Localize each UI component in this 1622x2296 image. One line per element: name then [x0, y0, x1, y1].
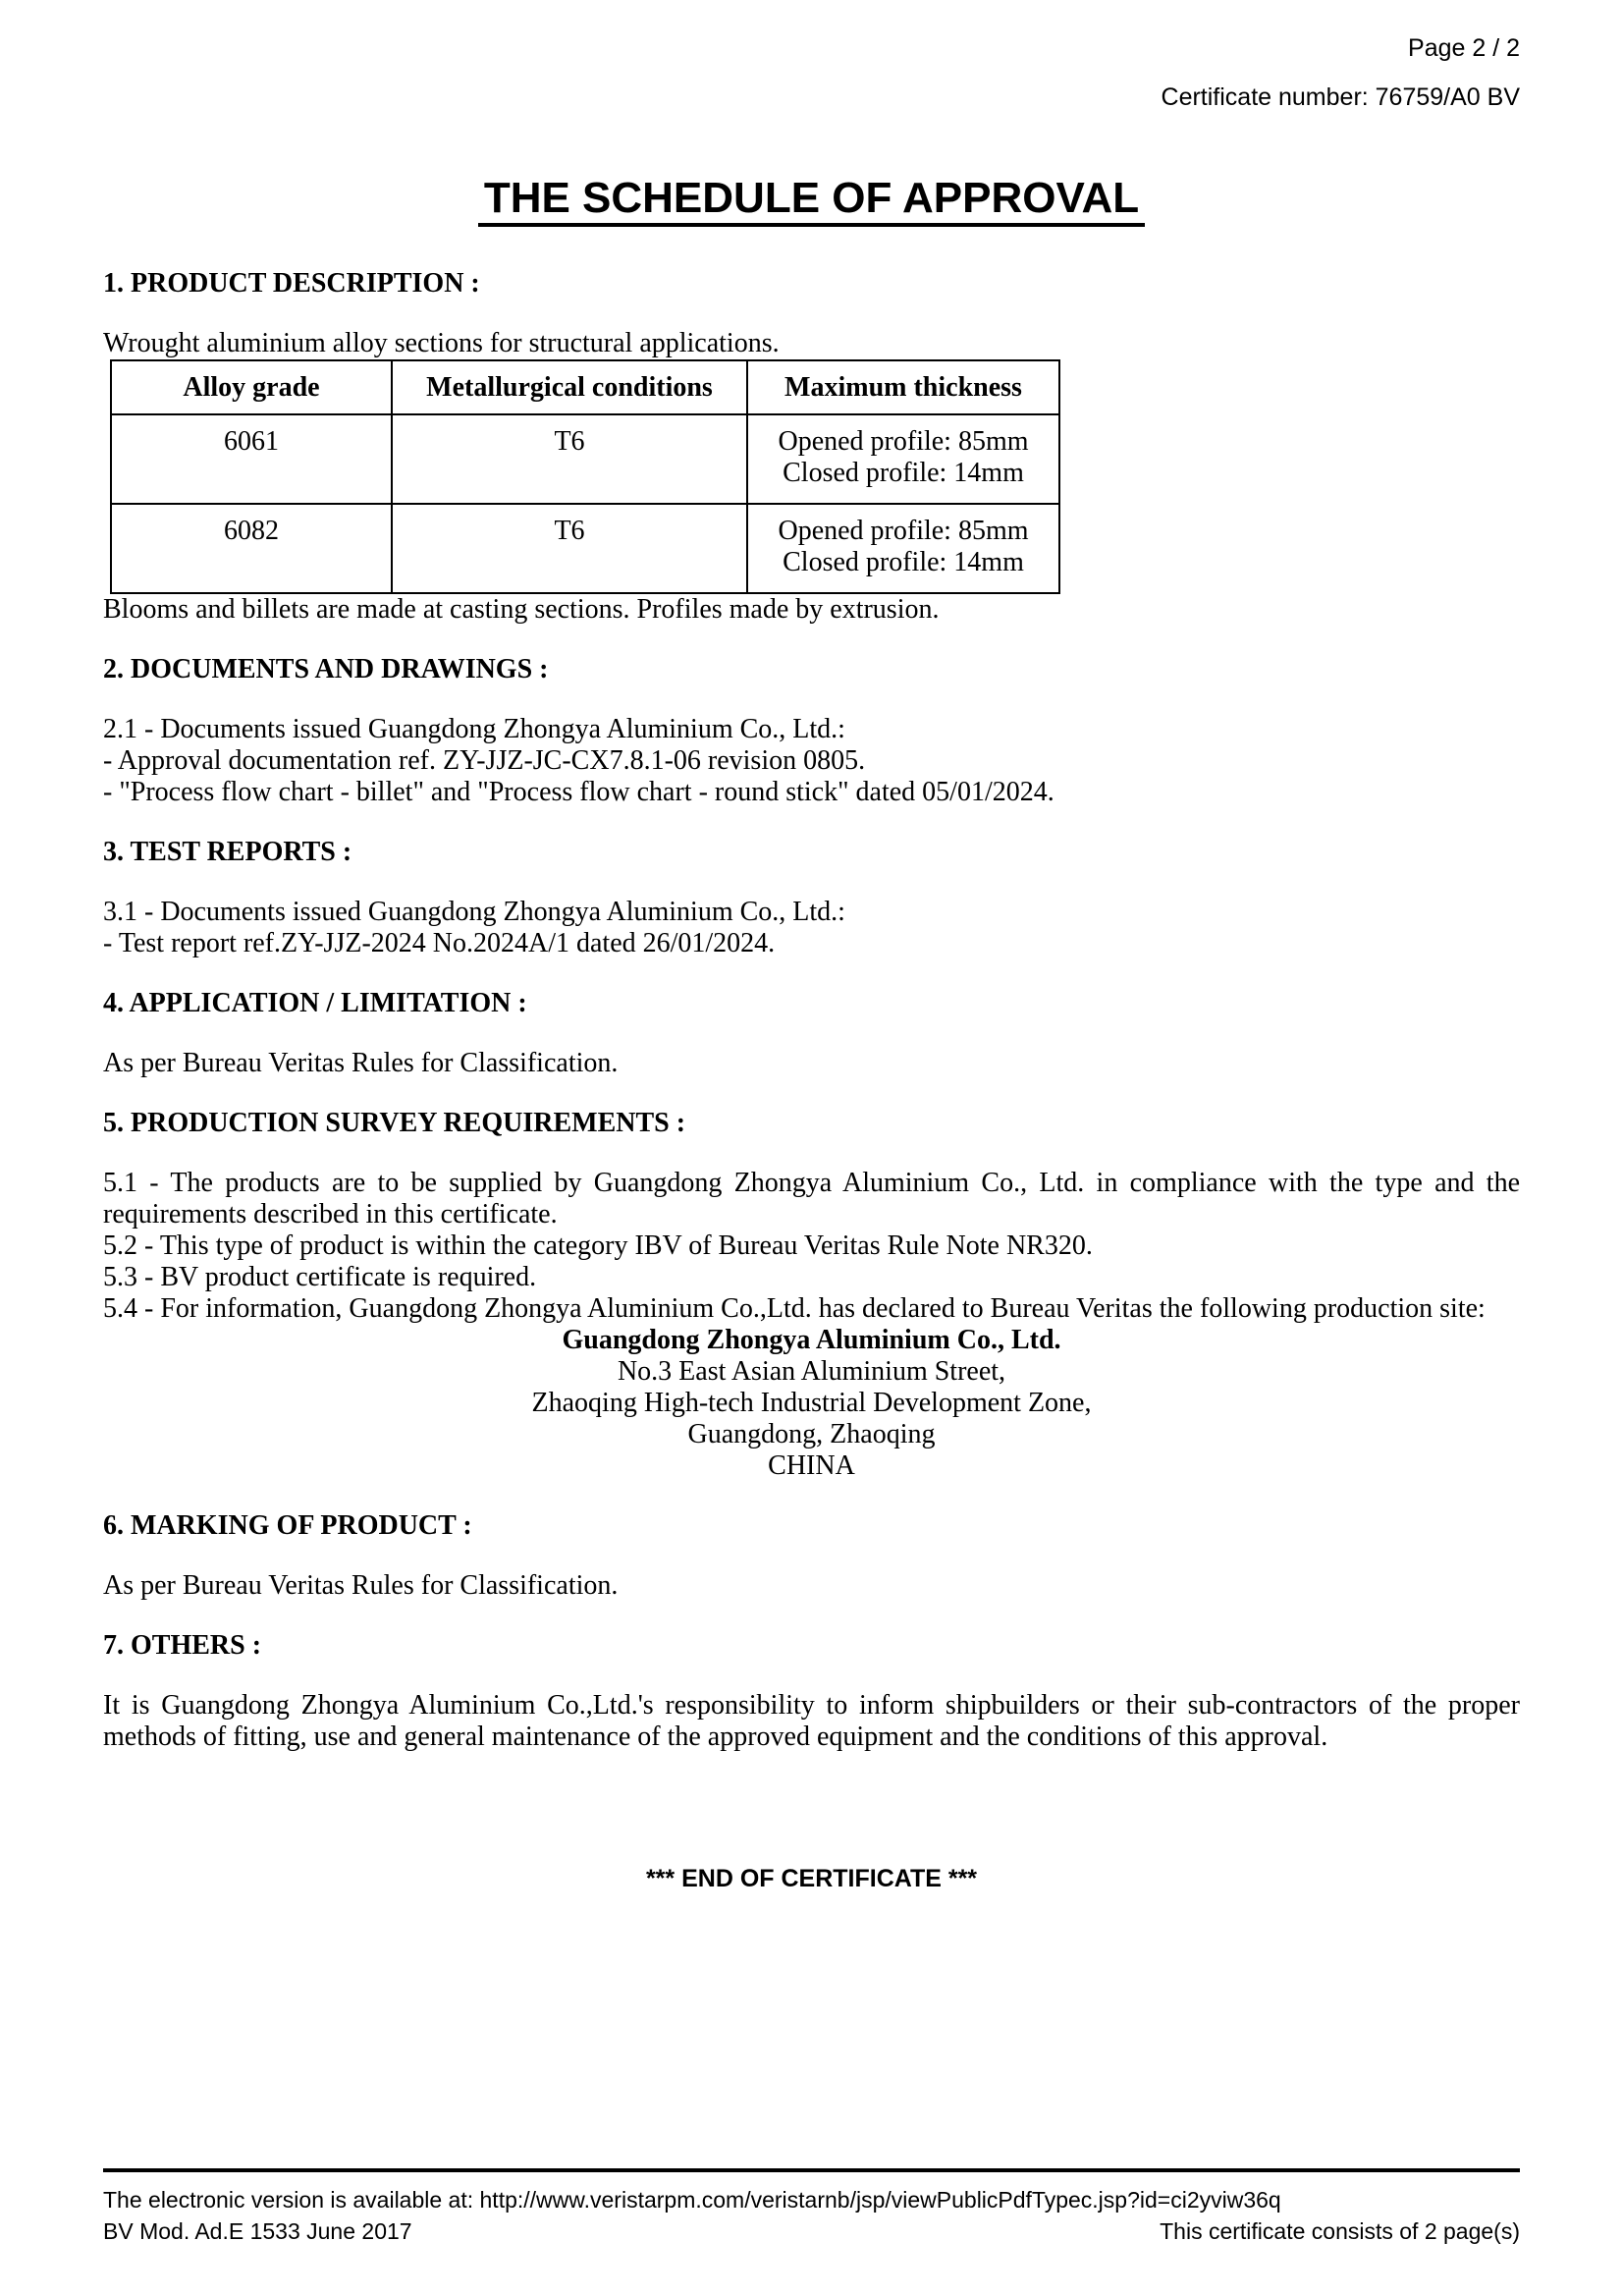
thickness-line-closed: Closed profile: 14mm: [783, 547, 1024, 577]
requirement-5-2: 5.2 - This type of product is within the category IBV of Bureau Veritas Rule Note NR320.: [103, 1230, 1093, 1261]
form-reference: BV Mod. Ad.E 1533 June 2017: [103, 2218, 412, 2244]
thickness-line-opened: Opened profile: 85mm: [778, 426, 1029, 457]
production-site-address-line: No.3 East Asian Aluminium Street,: [617, 1356, 1006, 1387]
product-description-intro: Wrought aluminium alloy sections for structural applications.: [103, 328, 780, 358]
production-site-company: Guangdong Zhongya Aluminium Co., Ltd.: [562, 1325, 1061, 1355]
end-of-certificate-marker: *** END OF CERTIFICATE ***: [645, 1865, 978, 1892]
section-3-heading: 3. TEST REPORTS :: [103, 837, 352, 867]
test-report-line: 3.1 - Documents issued Guangdong Zhongya Aluminium Co., Ltd.:: [103, 897, 845, 927]
section-7-heading: 7. OTHERS :: [103, 1630, 262, 1661]
section-1-heading: 1. PRODUCT DESCRIPTION :: [103, 268, 480, 299]
test-reports-list: [103, 897, 1520, 959]
application-limitation-body: As per Bureau Veritas Rules for Classification.: [103, 1048, 619, 1078]
maximum-thickness-cell: [747, 414, 1059, 504]
certificate-number: Certificate number: 76759/A0 BV: [1161, 83, 1520, 111]
footer-divider: [103, 2168, 1520, 2172]
table-row: [111, 504, 1059, 593]
document-title: [103, 175, 1520, 227]
requirement-5-1: 5.1 - The products are to be supplied by Guangdong Zhongya Aluminium Co., Ltd. in compliance with the type and the requirements described in this certificate.: [103, 1168, 1520, 1230]
marking-of-product-body: As per Bureau Veritas Rules for Classification.: [103, 1570, 619, 1601]
document-title-text: THE SCHEDULE OF APPROVAL: [478, 175, 1145, 227]
page-content: [103, 0, 1520, 1893]
metallurgical-conditions-cell: T6: [392, 504, 747, 593]
requirement-5-3: 5.3 - BV product certificate is required.: [103, 1262, 537, 1292]
footer-bottom-row: [103, 2218, 1520, 2245]
maximum-thickness-cell: [747, 504, 1059, 593]
section-4-heading: 4. APPLICATION / LIMITATION :: [103, 988, 527, 1018]
production-site-address-line: Zhaoqing High-tech Industrial Development Zone,: [531, 1388, 1092, 1418]
table-row: [111, 414, 1059, 504]
document-line: - Approval documentation ref. ZY-JJZ-JC-CX7.8.1-06 revision 0805.: [103, 745, 866, 776]
production-site-address-line: Guangdong, Zhaoqing: [687, 1419, 936, 1449]
requirement-5-4: 5.4 - For information, Guangdong Zhongya Aluminium Co.,Ltd. has declared to Bureau Veritas the following production site:: [103, 1293, 1486, 1324]
column-header-maximum-thickness: Maximum thickness: [747, 360, 1059, 414]
section-5-heading: 5. PRODUCTION SURVEY REQUIREMENTS :: [103, 1108, 686, 1138]
thickness-line-opened: Opened profile: 85mm: [778, 516, 1029, 546]
document-line: 2.1 - Documents issued Guangdong Zhongya Aluminium Co., Ltd.:: [103, 714, 845, 744]
alloy-table: [110, 359, 1060, 594]
metallurgical-conditions-cell: T6: [392, 414, 747, 504]
alloy-grade-cell: 6061: [111, 414, 392, 504]
production-survey-block: [103, 1168, 1520, 1482]
section-2-heading: 2. DOCUMENTS AND DRAWINGS :: [103, 654, 549, 684]
alloy-table-header-row: [111, 360, 1059, 414]
others-body: It is Guangdong Zhongya Aluminium Co.,Ltd.'s responsibility to inform shipbuilders or their sub-contractors of the proper methods of fitting, use and general maintenance of the approved equipment and the conditions of this approval.: [103, 1690, 1520, 1752]
section-6-heading: 6. MARKING OF PRODUCT :: [103, 1510, 472, 1541]
column-header-alloy-grade: Alloy grade: [111, 360, 392, 414]
electronic-version-note: The electronic version is available at: http://www.veristarpm.com/veristarnb/jsp/viewPublicPdfTypec.jsp?id=ci2yviw36q: [103, 2187, 1281, 2213]
page-footer: [103, 2168, 1520, 2245]
documents-list: [103, 714, 1520, 808]
column-header-metallurgical-conditions: Metallurgical conditions: [392, 360, 747, 414]
page-number: Page 2 / 2: [1408, 34, 1520, 62]
test-report-line: - Test report ref.ZY-JJZ-2024 No.2024A/1 dated 26/01/2024.: [103, 928, 776, 958]
production-site-country: CHINA: [768, 1450, 855, 1481]
product-description-note: Blooms and billets are made at casting sections. Profiles made by extrusion.: [103, 594, 940, 625]
thickness-line-closed: Closed profile: 14mm: [783, 458, 1024, 488]
alloy-grade-cell: 6082: [111, 504, 392, 593]
document-line: - "Process flow chart - billet" and "Process flow chart - round stick" dated 05/01/2024.: [103, 777, 1054, 807]
page-count-note: This certificate consists of 2 page(s): [1160, 2218, 1520, 2244]
